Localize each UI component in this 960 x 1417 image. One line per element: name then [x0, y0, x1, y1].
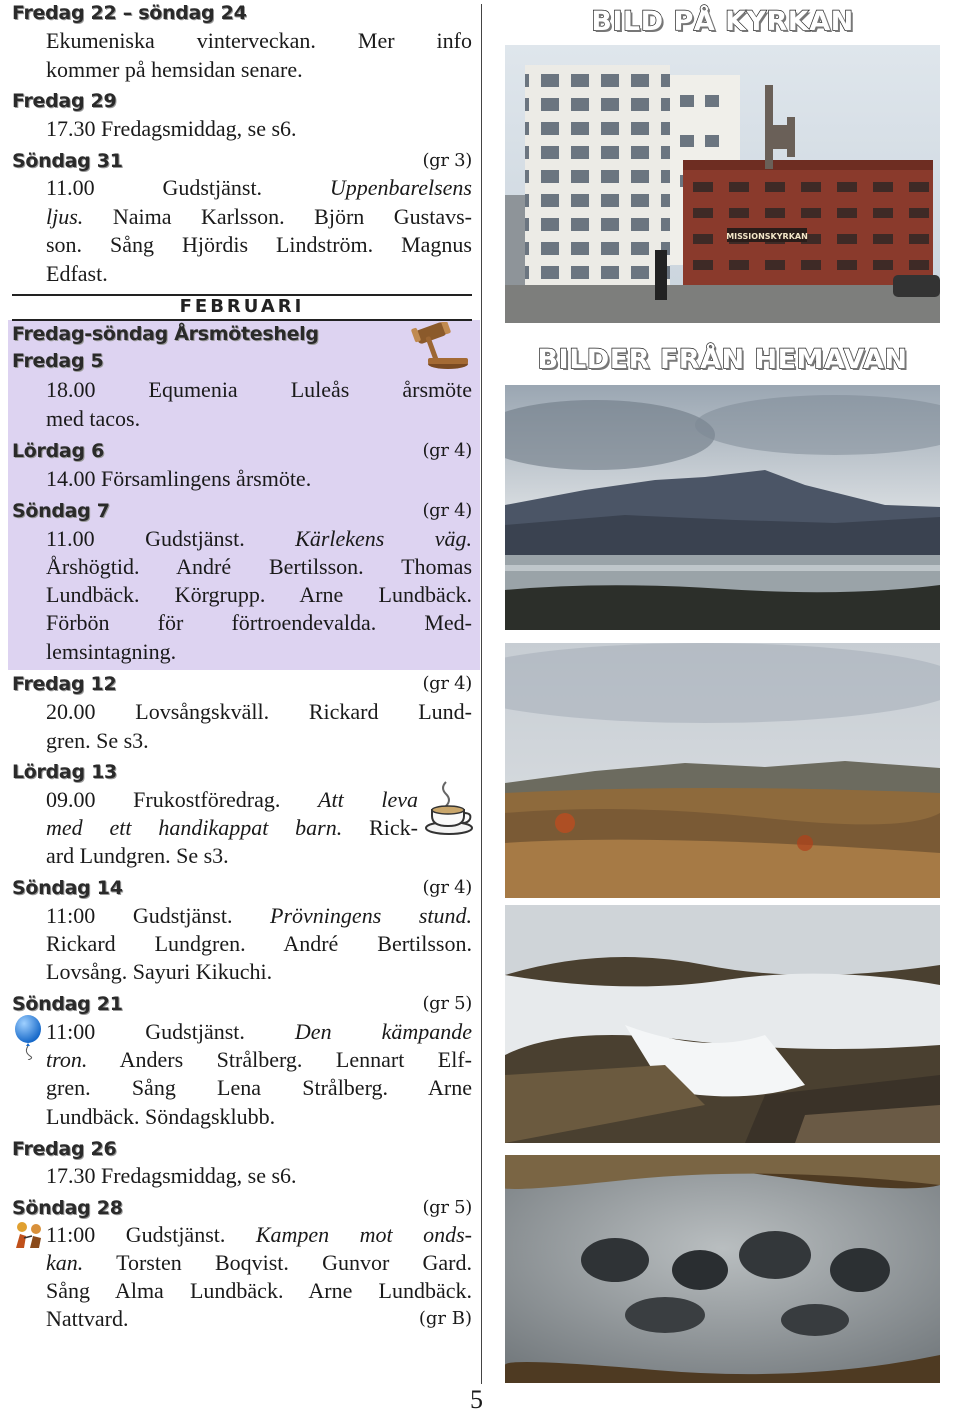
- day-heading: Söndag 28 (gr 5): [12, 1197, 472, 1219]
- eroded-rock-photo: [505, 1155, 940, 1383]
- column-divider: [481, 4, 482, 1384]
- entry-line: 11.00 Gudstjänst. Kärlekens väg.: [46, 526, 473, 551]
- day-heading: Fredag-söndag Årsmöteshelg: [12, 323, 319, 345]
- day-label: Söndag 31: [12, 150, 123, 172]
- entry-line: Rickard Lundgren. André Bertilsson.: [46, 931, 472, 956]
- church-photo: [505, 45, 940, 323]
- entry-line: 14.00 Församlingens årsmöte.: [46, 466, 312, 491]
- balloon-icon: [12, 1014, 46, 1060]
- group-label: (gr 4): [422, 440, 472, 461]
- group-label: (gr 4): [422, 877, 472, 898]
- entry-line: Ekumeniska vinterveckan. Mer info: [46, 28, 472, 53]
- page-number: 5: [470, 1385, 483, 1414]
- group-label: (gr 4): [422, 500, 472, 521]
- entry-line: 11:00 Gudstjänst. Den kämpande: [46, 1019, 472, 1044]
- kids-icon: [12, 1220, 46, 1250]
- entry-line: Lundbäck. Söndagsklubb.: [46, 1104, 276, 1129]
- church-photo-title: BILD PÅ KYRKAN: [591, 6, 854, 37]
- group-label: (gr B): [418, 1308, 472, 1329]
- entry-line: gren. Sång Lena Strålberg. Arne: [46, 1075, 472, 1100]
- entry-line: son. Sång Hjördis Lindström. Magnus: [46, 232, 472, 257]
- entry-line: kommer på hemsidan senare.: [46, 57, 303, 82]
- entry-line: Förbön för förtroendevalda. Med-: [46, 610, 472, 635]
- day-heading: Fredag 29: [12, 90, 117, 112]
- entry-line: gren. Se s3.: [46, 728, 149, 753]
- group-label: (gr 3): [422, 150, 472, 171]
- day-heading: Söndag 7 (gr 4): [12, 500, 472, 522]
- entry-line: Årshögtid. André Bertilsson. Thomas: [46, 554, 472, 579]
- divider: [12, 319, 472, 321]
- waterfall-photo: [505, 905, 940, 1143]
- day-heading: Fredag 26: [12, 1138, 117, 1160]
- entry-line: 17.30 Fredagsmiddag, se s6.: [46, 1163, 297, 1188]
- entry-line: 11:00 Gudstjänst. Prövningens stund.: [46, 903, 472, 928]
- entry-line: 11.00 Gudstjänst. Uppenbarelsens: [46, 175, 472, 200]
- entry-line: med ett handikappat barn. Rick-: [46, 815, 418, 840]
- day-heading: [12, 150, 472, 178]
- group-label: (gr 5): [422, 1197, 472, 1218]
- entry-line: 18.00 Equmenia Luleås årsmöte: [46, 377, 472, 402]
- entry-line: 20.00 Lovsångskväll. Rickard Lund-: [46, 699, 472, 724]
- entry-line: Lundbäck. Körgrupp. Arne Lundbäck.: [46, 582, 472, 607]
- entry-line: Edfast.: [46, 261, 108, 286]
- day-heading: Fredag 12 (gr 4): [12, 673, 472, 695]
- entry-line: 11:00 Gudstjänst. Kampen mot onds-: [46, 1222, 472, 1247]
- lake-mountain-photo: [505, 385, 940, 630]
- gavel-icon: [404, 322, 470, 370]
- entry-line: kan. Torsten Boqvist. Gunvor Gard.: [46, 1250, 472, 1275]
- day-heading: Söndag 21 (gr 5): [12, 993, 472, 1015]
- month-heading: FEBRUARI: [179, 296, 305, 317]
- group-label: (gr 4): [422, 673, 472, 694]
- day-heading: Fredag 22 – söndag 24: [12, 2, 247, 24]
- hemavan-photos-title: BILDER FRÅN HEMAVAN: [537, 344, 908, 375]
- entry-line: tron. Anders Strålberg. Lennart Elf-: [46, 1047, 472, 1072]
- day-heading: Fredag 5: [12, 350, 104, 372]
- entry-line: 09.00 Frukostföredrag. Att leva: [46, 787, 418, 812]
- coffee-cup-icon: [424, 778, 474, 838]
- group-label: (gr 5): [422, 993, 472, 1014]
- entry-line: Sång Alma Lundbäck. Arne Lundbäck.: [46, 1278, 472, 1303]
- entry-line: Lovsång. Sayuri Kikuchi.: [46, 959, 273, 984]
- entry-line: ard Lundgren. Se s3.: [46, 843, 229, 868]
- church-sign: MISSIONSKYRKAN: [726, 232, 808, 241]
- entry-line: ljus. Naima Karlsson. Björn Gustavs-: [46, 204, 473, 229]
- entry-line: Nattvard. (gr B): [46, 1306, 472, 1331]
- day-heading: Söndag 14 (gr 4): [12, 877, 472, 899]
- day-heading: Lördag 13: [12, 761, 117, 783]
- day-heading: Lördag 6 (gr 4): [12, 440, 472, 462]
- entry-line: med tacos.: [46, 406, 141, 431]
- entry-line: lemsintagning.: [46, 639, 177, 664]
- entry-line: 17.30 Fredagsmiddag, se s6.: [46, 116, 297, 141]
- autumn-tundra-photo: [505, 643, 940, 898]
